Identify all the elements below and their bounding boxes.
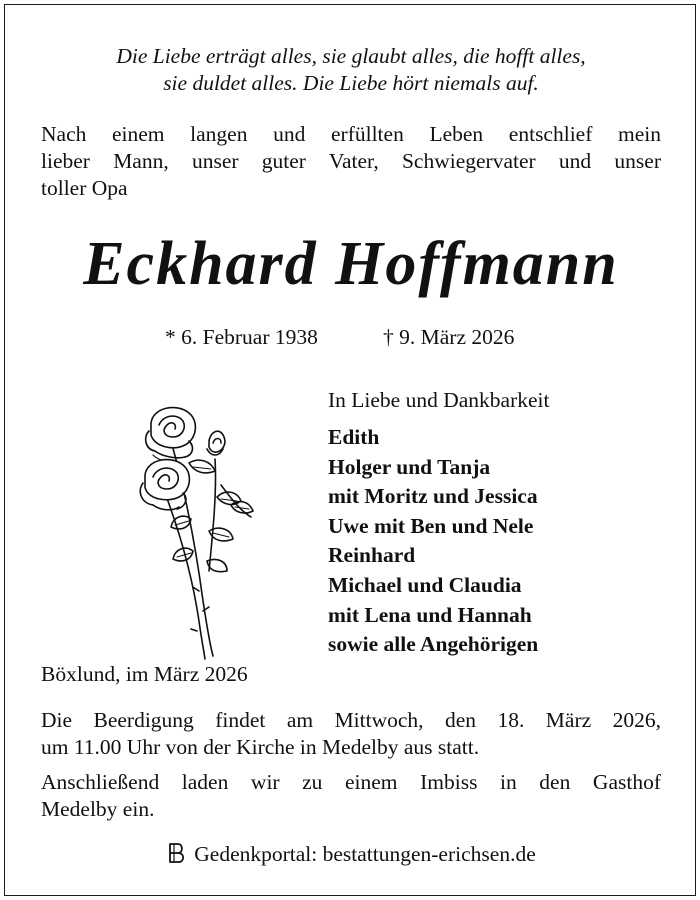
funeral-details: [41, 707, 661, 761]
list-item: Reinhard: [328, 543, 416, 568]
deceased-name: Eckhard Hoffmann: [83, 230, 619, 298]
portal-link-text[interactable]: Gedenkportal: bestattungen-erichsen.de: [194, 842, 536, 866]
place-and-date: Böxlund, im März 2026: [41, 662, 248, 686]
rose-icon: [133, 401, 263, 666]
funeral-line-1: Die Beerdigung findet am Mittwoch, den 18. März 2026,: [41, 708, 661, 732]
funeral-line-2: um 11.00 Uhr von der Kirche in Medelby aus statt.: [41, 735, 480, 759]
mourning-heading: In Liebe und Dankbarkeit: [328, 388, 550, 412]
intro-line-1: Nach einem langen und erfüllten Leben entschlief mein: [41, 122, 661, 146]
list-item: sowie alle Angehörigen: [328, 632, 539, 657]
list-item: Holger und Tanja: [328, 454, 491, 479]
reception-details: [41, 769, 661, 823]
memorial-portal: [5, 841, 697, 871]
list-item: Michael und Claudia: [328, 572, 522, 597]
intro-line-3: toller Opa: [41, 176, 128, 200]
intro-text: [41, 121, 661, 202]
obituary-notice: [4, 4, 696, 896]
bible-quote: [5, 43, 697, 97]
funeral-line-4: Medelby ein.: [41, 797, 155, 821]
birth-date: * 6. Februar 1938: [165, 325, 318, 349]
mourners-list: [328, 423, 538, 660]
funeral-line-3: Anschließend laden wir zu einem Imbiss in den Gasthof: [41, 770, 661, 794]
list-item: Edith: [328, 425, 380, 449]
death-date: † 9. März 2026: [383, 325, 515, 349]
list-item: mit Lena und Hannah: [328, 602, 532, 627]
intro-line-2: lieber Mann, unser guter Vater, Schwiegervater und unser: [41, 149, 661, 173]
quote-line-2: sie duldet alles. Die Liebe hört niemals auf.: [163, 71, 539, 95]
list-item: mit Moritz und Jessica: [328, 484, 538, 509]
list-item: Uwe mit Ben und Nele: [328, 513, 534, 538]
quote-line-1: Die Liebe erträgt alles, sie glaubt alles, die hofft alles,: [116, 44, 586, 68]
b-logo-icon: [166, 842, 188, 871]
